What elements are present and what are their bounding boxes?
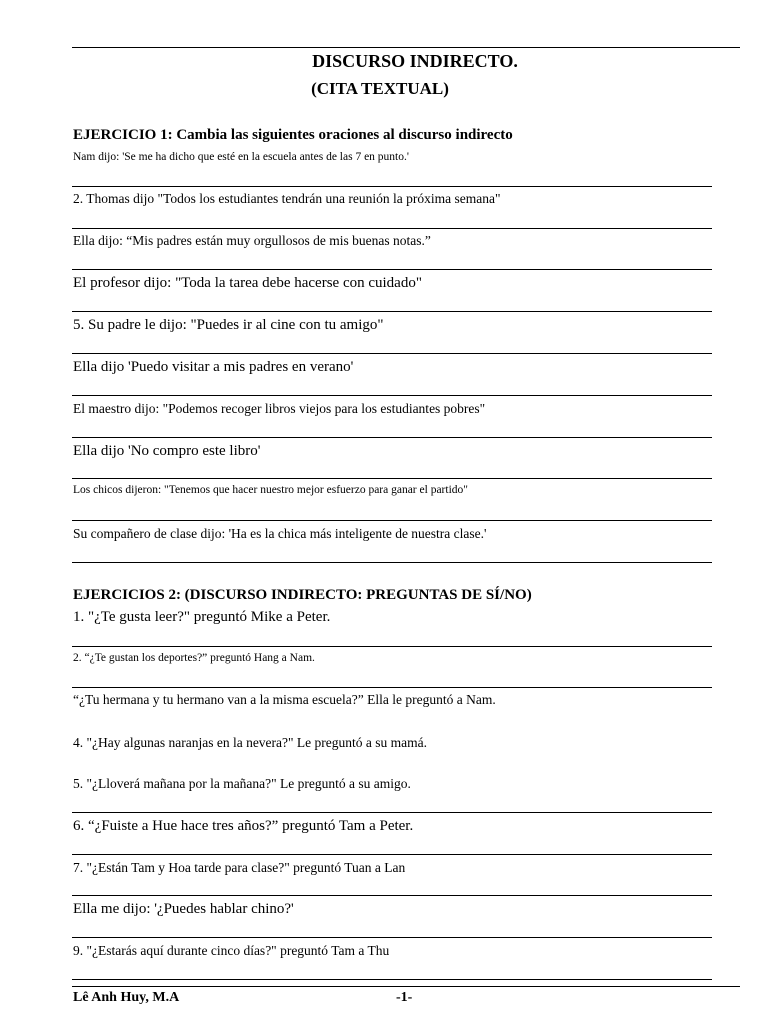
page-subtitle: (CITA TEXTUAL) [311, 79, 449, 98]
exercise1-item: Los chicos dijeron: "Tenemos que hacer nuestro mejor esfuerzo para ganar el partido" [73, 484, 468, 496]
exercise1-item: 2. Thomas dijo "Todos los estudiantes tendrán una reunión la próxima semana" [73, 191, 501, 206]
answer-line[interactable] [72, 311, 712, 312]
answer-line[interactable] [72, 854, 712, 855]
exercise2-item: 7. "¿Están Tam y Hoa tarde para clase?" preguntó Tuan a Lan [73, 860, 406, 875]
exercise2-item: 1. "¿Te gusta leer?" preguntó Mike a Peter. [73, 609, 331, 625]
exercise1-item: Su compañero de clase dijo: 'Ha es la chica más inteligente de nuestra clase.' [73, 526, 487, 541]
exercise1-item: 5. Su padre le dijo: "Puedes ir al cine con tu amigo" [73, 317, 384, 333]
page-number: -1- [396, 990, 413, 1005]
exercise1-item: Ella dijo 'No compro este libro' [73, 443, 261, 459]
exercise1-item: Ella dijo: “Mis padres están muy orgullosos de mis buenas notas.” [73, 233, 431, 248]
answer-line[interactable] [72, 687, 712, 688]
answer-line[interactable] [72, 186, 712, 187]
answer-line[interactable] [72, 269, 712, 270]
answer-line[interactable] [72, 562, 712, 563]
exercise1-item: El profesor dijo: "Toda la tarea debe hacerse con cuidado" [73, 275, 422, 291]
answer-line[interactable] [72, 520, 712, 521]
footer-author: Lê Anh Huy, M.A [73, 990, 180, 1005]
answer-line[interactable] [72, 937, 712, 938]
exercise2-item: 6. “¿Fuiste a Hue hace tres años?” preguntó Tam a Peter. [73, 818, 414, 834]
footer-divider [72, 986, 740, 987]
answer-line[interactable] [72, 228, 712, 229]
exercise1-heading: EJERCICIO 1: Cambia las siguientes oraciones al discurso indirecto [73, 127, 513, 143]
answer-line[interactable] [72, 895, 712, 896]
answer-line[interactable] [72, 478, 712, 479]
exercise1-item: Nam dijo: 'Se me ha dicho que esté en la escuela antes de las 7 en punto.' [73, 151, 409, 163]
answer-line[interactable] [72, 395, 712, 396]
exercise2-item: “¿Tu hermana y tu hermano van a la misma escuela?” Ella le preguntó a Nam. [73, 692, 496, 707]
answer-line[interactable] [72, 646, 712, 647]
answer-line[interactable] [72, 979, 712, 980]
exercise1-item: El maestro dijo: "Podemos recoger libros viejos para los estudiantes pobres" [73, 401, 486, 416]
answer-line[interactable] [72, 353, 712, 354]
exercise2-item: Ella me dijo: '¿Puedes hablar chino?' [73, 901, 294, 917]
page-title: DISCURSO INDIRECTO. [312, 51, 518, 71]
exercise1-item: Ella dijo 'Puedo visitar a mis padres en verano' [73, 359, 354, 375]
exercise2-item: 2. “¿Te gustan los deportes?” preguntó Hang a Nam. [73, 652, 315, 664]
answer-line[interactable] [72, 812, 712, 813]
exercise2-item: 5. "¿Lloverá mañana por la mañana?" Le preguntó a su amigo. [73, 776, 411, 791]
exercise2-item: 4. "¿Hay algunas naranjas en la nevera?" Le preguntó a su mamá. [73, 735, 427, 750]
answer-line[interactable] [72, 437, 712, 438]
top-divider [72, 47, 740, 48]
exercise2-item: 9. "¿Estarás aquí durante cinco días?" preguntó Tam a Thu [73, 943, 390, 958]
exercise2-heading: EJERCICIOS 2: (DISCURSO INDIRECTO: PREGUNTAS DE SÍ/NO) [73, 587, 532, 603]
